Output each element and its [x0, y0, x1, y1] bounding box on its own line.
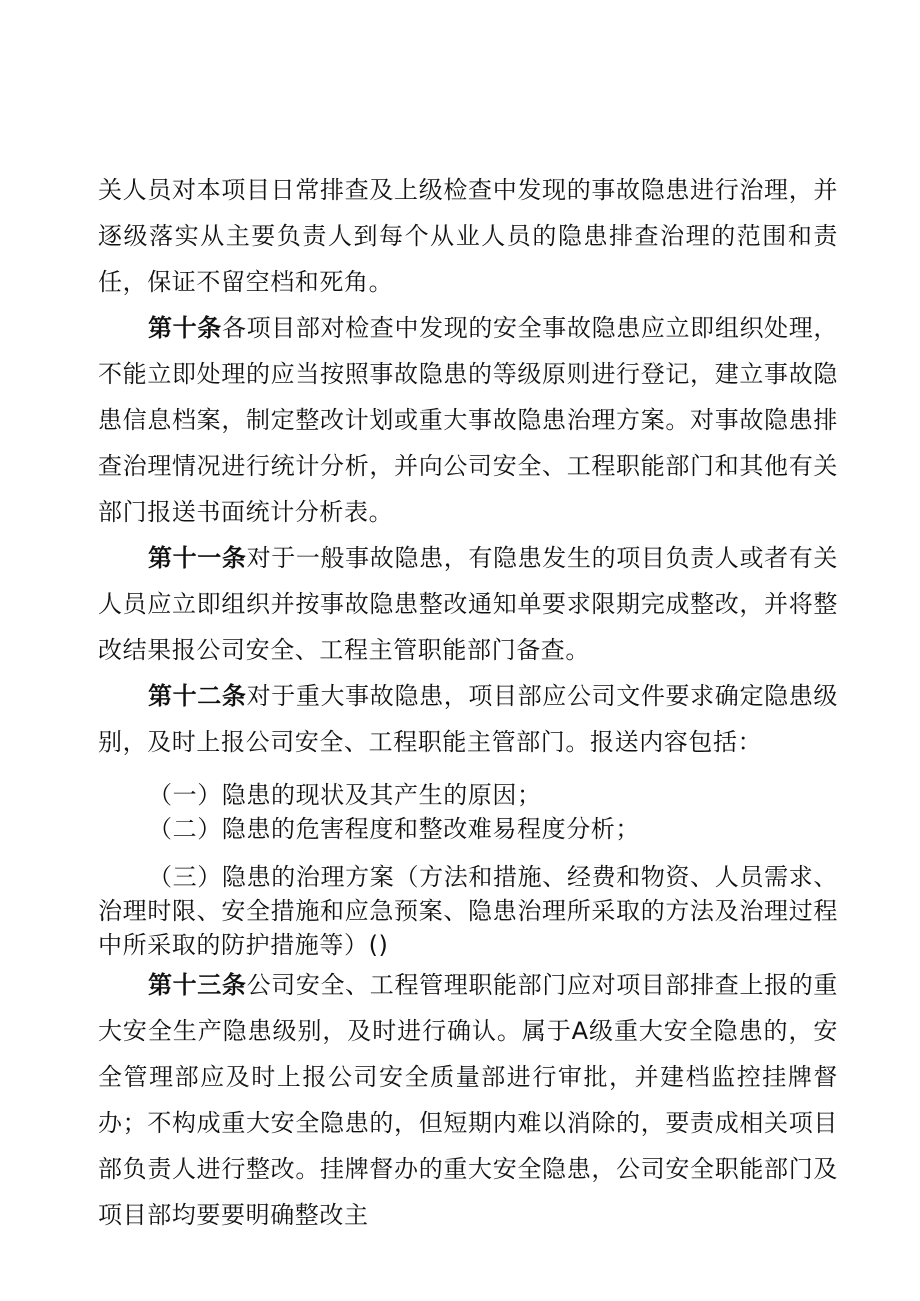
article-heading: 第十二条 [148, 682, 247, 710]
list-item-3 [98, 860, 838, 962]
paragraph-continuation [98, 167, 838, 305]
paragraph-text: （二）隐患的危害程度和整改难易程度分析； [148, 815, 640, 843]
paragraph-text: （一）隐患的现状及其产生的原因； [148, 781, 542, 809]
paragraph-text: 各项目部对检查中发现的安全事故隐患应立即组织处理，不能立即处理的应当按照事故隐患的等级原则进行登记，建立事故隐患信息档案，制定整改计划或重大事故隐患治理方案。对事故隐患排查治理情况进行统计分析，并向公司安全、工程职能部门和其他有关部门报送书面统计分析表。 [98, 314, 838, 526]
paragraph-text: 对于重大事故隐患，项目部应公司文件要求确定隐患级别，及时上报公司安全、工程职能主管部门。报送内容包括： [98, 682, 838, 756]
article-13 [98, 962, 838, 1238]
article-heading: 第十条 [148, 314, 222, 342]
list-item-1 [148, 777, 838, 813]
paragraph-text: 公司安全、工程管理职能部门应对项目部排查上报的重大安全生产隐患级别，及时进行确认。属于A级重大安全隐患的，安全管理部应及时上报公司安全质量部进行审批，并建档监控挂牌督办；不构成重大安全隐患的，但短期内难以消除的，要责成相关项目部负责人进行整改。挂牌督办的重大安全隐患，公司安全职能部门及项目部均要要明确整改主 [98, 971, 838, 1229]
paragraph-text: 关人员对本项目日常排查及上级检查中发现的事故隐患进行治理，并逐级落实从主要负责人到每个从业人员的隐患排查治理的范围和责任，保证不留空档和死角。 [98, 176, 838, 296]
paragraph-text: （三）隐患的治理方案（方法和措施、经费和物资、人员需求、治理时限、安全措施和应急预案、隐患治理所采取的方法及治理过程中所采取的防护措施等）() [98, 863, 838, 959]
article-heading: 第十三条 [148, 971, 247, 999]
paragraph-text: 对于一般事故隐患，有隐患发生的项目负责人或者有关人员应立即组织并按事故隐患整改通知单要求限期完成整改，并将整改结果报公司安全、工程主管职能部门备查。 [98, 544, 838, 664]
article-11 [98, 535, 838, 673]
article-12 [98, 673, 838, 765]
article-10 [98, 305, 838, 535]
list-item-2 [148, 811, 838, 847]
article-heading: 第十一条 [148, 544, 247, 572]
